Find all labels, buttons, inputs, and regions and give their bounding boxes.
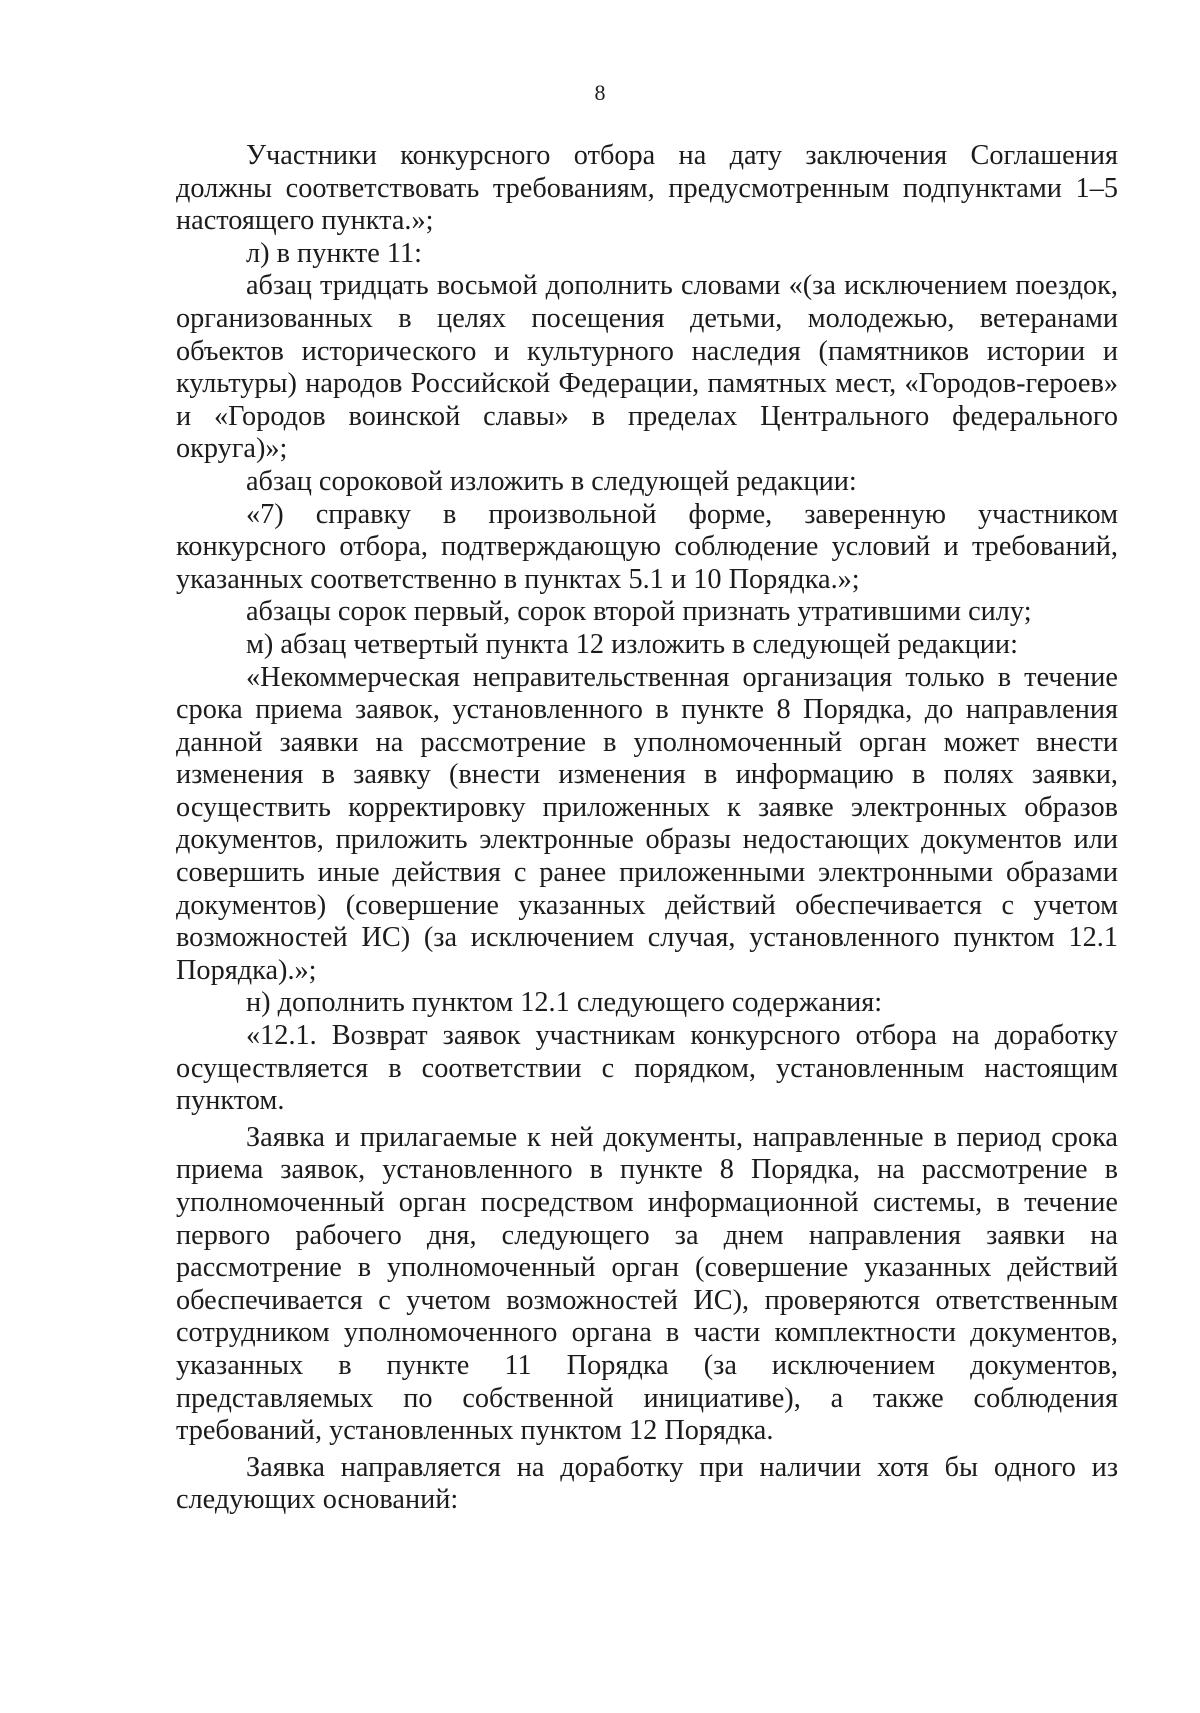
document-body — [176, 140, 1118, 1517]
paragraph-item-n: н) дополнить пунктом 12.1 следующего содержания: — [246, 987, 883, 1019]
paragraph-application-check: Заявка и прилагаемые к ней документы, направленные в период срока приема заявок, установленного в пункте 8 Порядка, на рассмотрение в уполномоченный орган посредством информационной системы, в течение первого рабочего дня, следующего за днем направления заявки на рассмотрение в уполномоченный орган (совершение указанных действий обеспечивается с учетом возможностей ИС), проверяются ответственным сотрудником уполномоченного органа в части комплектности документов, указанных в пункте 11 Порядка (за исключением документов, представляемых по собственной инициативе), а также соблюдения требований, установленных пунктом 12 Порядка. — [176, 1121, 1118, 1447]
paragraph-certificate-7: «7) справку в произвольной форме, заверенную участником конкурсного отбора, подтверждающую соблюдение условий и требований, указанных соответственно в пунктах 5.1 и 10 Порядка.»; — [176, 498, 1118, 595]
paragraph-item-l: л) в пункте 11: — [246, 237, 422, 269]
paragraph-12-1-return: «12.1. Возврат заявок участникам конкурсного отбора на доработку осуществляется в соответствии с порядком, установленным настоящим пунктом. — [176, 1020, 1118, 1117]
paragraph-abzac-38: абзац тридцать восьмой дополнить словами «(за исключением поездок, организованных в целях посещения детьми, молодежью, ветеранами объектов исторического и культурного наследия (памятников истории и культуры) народов Российской Федерации, памятных мест, «Городов-героев» и «Городов воинской славы» в пределах Центрального федерального округа)»; — [176, 270, 1118, 465]
page-number: 8 — [594, 80, 606, 105]
paragraph-item-m: м) абзац четвертый пункта 12 изложить в следующей редакции: — [246, 628, 1018, 660]
paragraph-participants-requirements: Участники конкурсного отбора на дату заключения Соглашения должны соответствовать требованиям, предусмотренным подпунктами 1–5 настоящего пункта.»; — [176, 140, 1118, 237]
paragraph-abzacy-41-42: абзацы сорок первый, сорок второй признать утратившими силу; — [246, 596, 1032, 628]
paragraph-nko-changes: «Некоммерческая неправительственная организация только в течение срока приема заявок, установленного в пункте 8 Порядка, до направления данной заявки на рассмотрение в уполномоченный орган может внести изменения в заявку (внести изменения в информацию в полях заявки, осуществить корректировку приложенных к заявке электронных образов документов, приложить электронные образы недостающих документов или совершить иные действия с ранее приложенными электронными образами документов) (совершение указанных действий обеспечивается с учетом возможностей ИС) (за исключением случая, установленного пунктом 12.1 Порядка).»; — [176, 661, 1118, 986]
paragraph-abzac-40: абзац сороковой изложить в следующей редакции: — [246, 465, 857, 497]
paragraph-return-grounds: Заявка направляется на доработку при наличии хотя бы одного из следующих оснований: — [176, 1451, 1118, 1516]
